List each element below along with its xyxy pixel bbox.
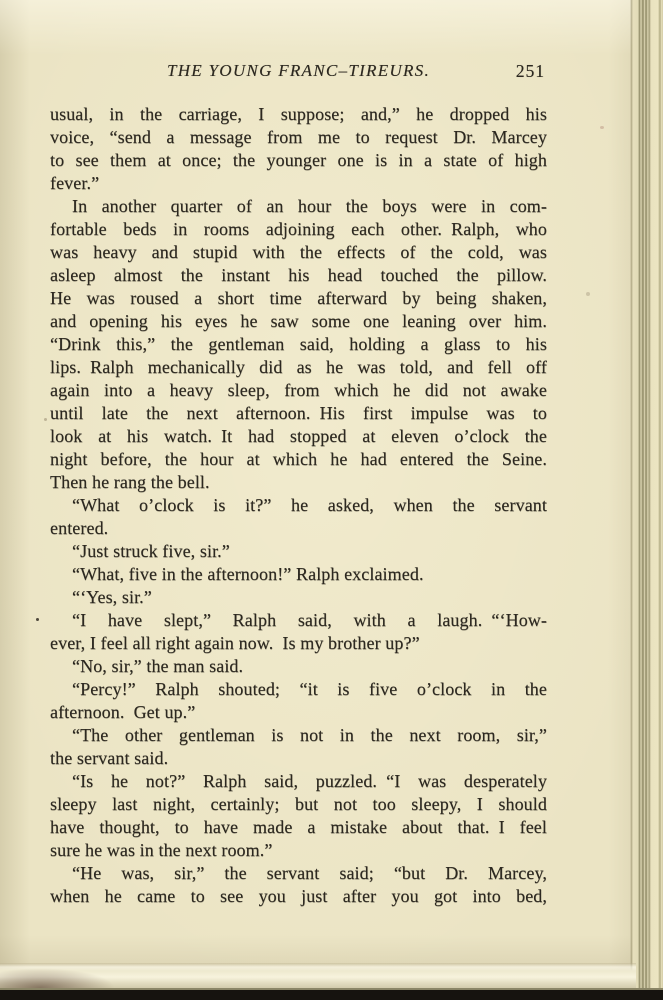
text-line: fortable beds in rooms adjoining each other. Ralph, who bbox=[50, 219, 547, 239]
text-line: “What, five in the afternoon!” Ralph exclaimed. bbox=[72, 564, 424, 584]
text-line: until late the next afternoon. His first impulse was to bbox=[50, 403, 547, 423]
text-line: afternoon. Get up.” bbox=[50, 702, 196, 722]
text-line: the servant said. bbox=[50, 748, 169, 768]
text-line: lips. Ralph mechanically did as he was told, and fell off bbox=[50, 357, 547, 377]
text-line: voice, “send a message from me to request Dr. Marcey bbox=[50, 127, 547, 147]
text-line: Then he rang the bell. bbox=[50, 472, 210, 492]
page-edge-stack-right bbox=[630, 0, 663, 988]
paper-blemish bbox=[600, 126, 604, 129]
text-line: “He was, sir,” the servant said; “but Dr. Marcey, bbox=[72, 863, 547, 883]
scan-background-strip bbox=[0, 988, 663, 1000]
text-line: He was roused a short time afterward by being shaken, bbox=[50, 288, 547, 308]
text-line: entered. bbox=[50, 518, 109, 538]
text-line: again into a heavy sleep, from which he did not awake bbox=[50, 380, 547, 400]
ink-speck bbox=[36, 618, 39, 621]
paper-blemish bbox=[44, 418, 47, 421]
text-line: was heavy and stupid with the effects of the cold, was bbox=[50, 242, 547, 262]
text-line: look at his watch. It had stopped at eleven o’clock the bbox=[50, 426, 547, 446]
text-line: “Is he not?” Ralph said, puzzled. “I was desperately bbox=[72, 771, 547, 791]
running-title: THE YOUNG FRANC–TIREURS. bbox=[166, 61, 431, 80]
text-line: sure he was in the next room.” bbox=[50, 840, 273, 860]
text-line: asleep almost the instant his head touched the pillow. bbox=[50, 265, 547, 285]
text-line: “Drink this,” the gentleman said, holding a glass to his bbox=[50, 334, 547, 354]
running-header bbox=[50, 61, 547, 83]
text-line: and opening his eyes he saw some one leaning over him. bbox=[50, 311, 547, 331]
text-line: “Percy!” Ralph shouted; “it is five o’clock in the bbox=[72, 679, 547, 699]
text-line: “The other gentleman is not in the next room, sir,” bbox=[72, 725, 547, 745]
text-line: sleepy last night, certainly; but not too sleepy, I should bbox=[50, 794, 547, 814]
page-number: 251 bbox=[515, 61, 545, 81]
text-line: when he came to see you just after you got into bed, bbox=[50, 886, 547, 906]
text-line: “What o’clock is it?” he asked, when the servant bbox=[72, 495, 547, 515]
text-line: “Just struck five, sir.” bbox=[72, 541, 230, 561]
text-line: “No, sir,” the man said. bbox=[72, 656, 244, 676]
paper-blemish bbox=[586, 292, 590, 296]
text-line: night before, the hour at which he had entered the Seine. bbox=[50, 449, 547, 469]
text-line: “I have slept,” Ralph said, with a laugh. “‘How- bbox=[72, 610, 547, 630]
text-line: fever.” bbox=[50, 173, 100, 193]
text-line: usual, in the carriage, I suppose; and,” he dropped his bbox=[50, 104, 547, 124]
page-text bbox=[50, 103, 547, 908]
text-line: In another quarter of an hour the boys were in com- bbox=[72, 196, 547, 216]
text-line: have thought, to have made a mistake about that. I feel bbox=[50, 817, 547, 837]
text-line: to see them at once; the younger one is in a state of high bbox=[50, 150, 547, 170]
text-line: ever, I feel all right again now. Is my brother up?” bbox=[50, 633, 420, 653]
text-line: “‘Yes, sir.” bbox=[72, 587, 152, 607]
